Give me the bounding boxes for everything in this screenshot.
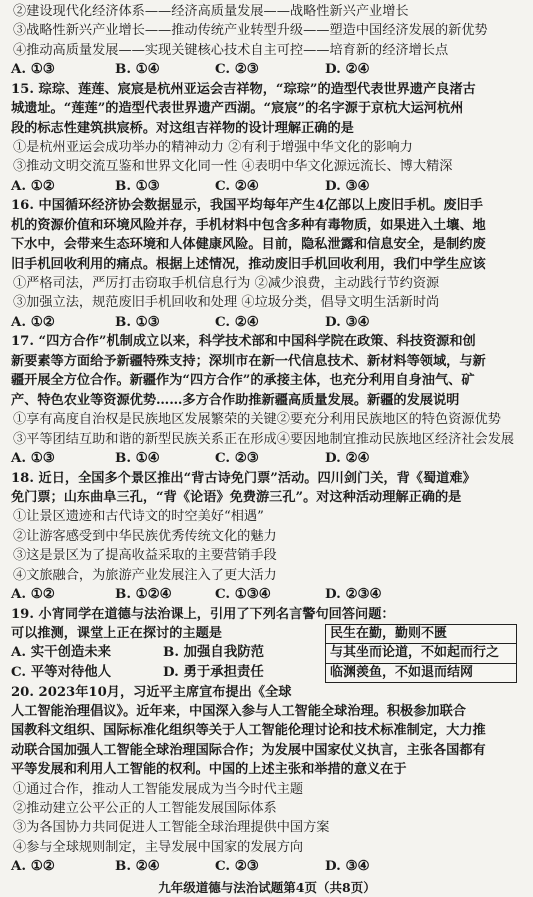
q20-stem-line-3: 国教科文组织、国际标准化组织等关于人工智能伦理讨论和技术标准制定，大力推 <box>11 723 486 739</box>
q17-stem-line-3: 疆开展全方位合作。新疆作为“四方合作”的承接主体，也充分利用自身油气、矿 <box>11 373 475 389</box>
q19-quote-3: 临渊羡鱼，不如退而结网 <box>330 664 474 680</box>
q19-option-c: C. 平等对待他人 <box>11 663 112 680</box>
q15-stem-line-3: 段的标志性建筑拱宸桥。对这组吉祥物的设计理解正确的是 <box>11 120 354 136</box>
question-17 <box>11 332 523 468</box>
q19-quote-1: 民生在勤，勤则不匮 <box>326 625 516 645</box>
q16-stem-line-3: 下水中，会带来生态环境和人体健康风险。目前，隐私泄露和信息安全，是制约废 <box>11 237 486 253</box>
q16-option-d: D. ③④ <box>325 313 370 330</box>
q18-item-2: ②让游客感受到中华民族优秀传统文化的魅力 <box>13 528 277 544</box>
q16-items-3-4: ③加强立法，规范废旧手机回收和处理 ④垃圾分类，倡导文明生活新时尚 <box>13 295 440 311</box>
q16-stem-line-2: 机的资源价值和环境风险并存，手机材料中包含多种有毒物质，如果进入土壤、地 <box>11 217 486 233</box>
q20-item-2: ②推动建立公平公正的人工智能发展国际体系 <box>13 800 277 816</box>
page-footer: 九年级道德与法治试题第4页（共8页） <box>158 879 376 895</box>
q14-tail <box>11 2 523 80</box>
q16-stem-line-4: 旧手机回收利用的痛点。根据上述情况，推动废旧手机回收利用，我们中学生应该 <box>11 256 486 272</box>
question-18 <box>11 469 523 605</box>
q16-items-1-2: ①严格司法，严厉打击窃取手机信息行为 ②减少浪费，主动践行节约资源 <box>13 276 440 292</box>
q17-option-b: B. ①④ <box>115 449 160 466</box>
q16-option-b: B. ①③ <box>115 313 160 330</box>
q17-stem-line-1: 17. “四方合作”机制成立以来，科学技术部和中国科学院在政策、科技资源和创 <box>11 334 476 350</box>
q18-item-3: ③这是景区为了提高收益采取的主要营销手段 <box>13 548 277 564</box>
q20-stem-line-1: 20. 2023年10月，习近平主席宣布提出《全球 <box>11 684 292 700</box>
q19-quote-box <box>325 624 517 684</box>
q19-option-b: B. 加强自我防范 <box>163 644 264 661</box>
q18-option-a: A. ①② <box>11 585 55 602</box>
q20-item-3: ③为各国协力共同促进人工智能全球治理提供中国方案 <box>13 820 330 836</box>
q17-stem-line-2: 新要素等方面给予新疆特殊支持；深圳市在新一代信息技术、新材料等领域，与新 <box>11 353 486 369</box>
q17-stem-line-4: 产、特色农业等资源优势……多方合作助推新疆高质量发展。新疆的发展说明 <box>11 392 460 408</box>
q16-option-c: C. ②④ <box>215 313 259 330</box>
q17-options <box>11 449 523 469</box>
q20-option-c: C. ②③ <box>215 858 259 875</box>
q18-stem-line-1: 18. 近日，全国多个景区推出“背古诗免门票”活动。四川剑门关，背《蜀道难》 <box>11 470 476 486</box>
q18-option-b: B. ①②④ <box>115 585 172 602</box>
q15-option-c: C. ②④ <box>215 177 259 194</box>
q19-option-a: A. 实干创造未来 <box>11 644 112 661</box>
question-20 <box>11 683 523 877</box>
question-15 <box>11 80 523 197</box>
q20-item-4: ④参与全球规则制定，主导发展中国家的发展方向 <box>13 839 304 855</box>
q14-option-d: D. ②④ <box>325 61 370 78</box>
q19-option-d: D. 勇于承担责任 <box>163 663 264 680</box>
q19-stem-line-1: 19. 小宵同学在道德与法治课上，引用了下列名言警句回答问题： <box>11 606 395 622</box>
q18-options <box>11 585 523 605</box>
q15-option-a: A. ①② <box>11 177 55 194</box>
q18-option-d: D. ②③④ <box>325 585 382 602</box>
q16-stem-line-1: 16. 中国循环经济协会数据显示，我国平均每年产生4亿部以上废旧手机。废旧手 <box>11 198 483 214</box>
q20-option-d: D. ③④ <box>325 858 370 875</box>
q18-item-4: ④文旅融合，为旅游产业发展注入了更大活力 <box>13 567 277 583</box>
q16-option-a: A. ①② <box>11 313 55 330</box>
q19-quote-2: 与其坐而论道，不如起而行之 <box>326 644 516 664</box>
q14-option-c: C. ②③ <box>215 61 259 78</box>
question-16 <box>11 196 523 332</box>
q18-option-c: C. ①③④ <box>215 585 271 602</box>
q20-stem-line-2: 人工智能治理倡议》。近年来，中国深入参与人工智能全球治理。积极参加联合 <box>11 703 466 719</box>
q20-option-b: B. ②④ <box>115 858 160 875</box>
q14-option-a: A. ①③ <box>11 61 55 78</box>
q20-option-a: A. ①② <box>11 858 55 875</box>
q17-option-a: A. ①③ <box>11 449 55 466</box>
q15-options <box>11 177 523 197</box>
q16-options <box>11 313 523 333</box>
q15-stem-line-1: 15. 琮琮、莲莲、宸宸是杭州亚运会吉祥物，“琮琮”的造型代表世界遗产良渚古 <box>11 81 476 97</box>
q17-option-c: C. ②③ <box>215 449 259 466</box>
q14-item-3: ③战略性新兴产业增长——推动传统产业转型升级——塑造中国经济发展的新优势 <box>13 23 488 39</box>
q15-items-3-4: ③推动文明交流互鉴和世界文化同一性 ④表明中华文化源远流长、博大精深 <box>13 159 453 175</box>
q20-options <box>11 857 523 877</box>
q17-items-1-2: ①享有高度自治权是民族地区发展繁荣的关键②要充分利用民族地区的特色资源优势 <box>13 412 501 428</box>
q18-stem-line-2: 免门票；山东曲阜三孔，“背《论语》免费游三孔”。对这种活动理解正确的是 <box>11 489 462 505</box>
q17-option-d: D. ②④ <box>325 449 370 466</box>
q14-item-4: ④推动高质量发展——实现关键核心技术自主可控——培育新的经济增长点 <box>13 42 449 58</box>
q17-items-3-4: ③平等团结互助和谐的新型民族关系正在形成④要因地制宜推动民族地区经济社会发展 <box>13 431 515 447</box>
q15-items-1-2: ①是杭州亚运会成功举办的精神动力 ②有利于增强中华文化的影响力 <box>13 140 413 156</box>
q15-stem-line-2: 城遗址。“莲莲”的造型代表世界遗产西湖。“宸宸”的名字源于京杭大运河杭州 <box>11 101 464 117</box>
q20-item-1: ①通过合作，推动人工智能发展成为当今时代主题 <box>13 781 304 797</box>
q15-option-d: D. ③④ <box>325 177 370 194</box>
q14-option-b: B. ①④ <box>115 61 160 78</box>
question-19 <box>11 605 523 683</box>
q18-item-1: ①让景区遗迹和古代诗文的时空美好“相遇” <box>13 509 264 525</box>
q14-item-2: ②建设现代化经济体系——经济高质量发展——战略性新兴产业增长 <box>13 4 409 19</box>
q15-option-b: B. ①③ <box>115 177 160 194</box>
q20-stem-line-4: 动联合国加强人工智能全球治理国际合作；为发展中国家仗义执言，主张各国都有 <box>11 742 486 758</box>
q14-options <box>11 60 523 80</box>
q19-stem-line-2: 可以推测，课堂上正在探讨的主题是 <box>11 625 222 641</box>
q20-stem-line-5: 平等发展和利用人工智能的权利。中国的上述主张和举措的意义在于 <box>11 762 407 778</box>
